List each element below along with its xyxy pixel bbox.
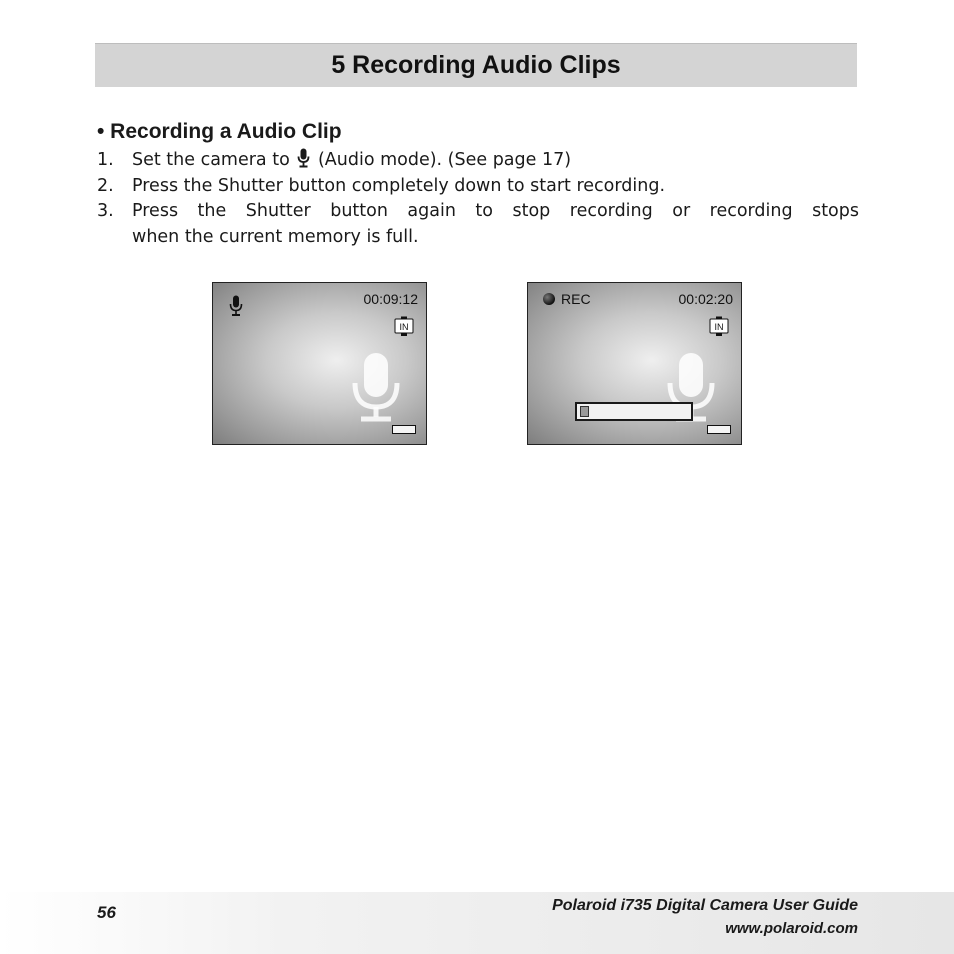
guide-title: Polaroid i735 Digital Camera User Guide xyxy=(552,897,858,914)
memory-label: IN xyxy=(714,322,724,332)
rec-indicator xyxy=(543,291,591,307)
battery-icon xyxy=(392,425,416,434)
step-text: Set the camera to xyxy=(132,150,290,170)
step-number: 1. xyxy=(97,150,114,170)
battery-icon xyxy=(707,425,731,434)
memory-label: IN xyxy=(399,322,409,332)
progress-fill xyxy=(580,406,589,417)
steps-list xyxy=(97,148,859,250)
rec-label: REC xyxy=(561,291,591,307)
internal-memory-icon xyxy=(709,316,729,338)
website-url: www.polaroid.com xyxy=(725,920,858,937)
step-text: Press the Shutter button completely down to start recording. xyxy=(132,175,666,196)
chapter-header-bar xyxy=(95,43,857,87)
step-3-continuation: when the current memory is full. xyxy=(132,226,419,247)
microphone-icon xyxy=(229,295,243,317)
recording-timer: 00:02:20 xyxy=(678,291,733,307)
step-1 xyxy=(97,148,859,174)
lcd-screen-recording xyxy=(527,282,742,445)
recording-timer: 00:09:12 xyxy=(363,291,418,307)
chapter-title: 5 Recording Audio Clips xyxy=(331,51,621,79)
step-text-cont: (Audio mode). (See page 17) xyxy=(317,150,572,170)
internal-memory-icon xyxy=(394,316,414,338)
step-2 xyxy=(97,174,859,200)
step-3 xyxy=(97,199,859,225)
large-microphone-graphic xyxy=(351,351,401,426)
recording-progress-bar xyxy=(575,402,693,421)
record-dot-icon xyxy=(543,293,555,305)
step-number: 3. xyxy=(97,201,114,221)
microphone-icon xyxy=(297,148,310,168)
section-heading: • Recording a Audio Clip xyxy=(97,120,342,143)
step-number: 2. xyxy=(97,175,114,196)
step-text: Press the Shutter button again to stop recording or recording stops xyxy=(132,201,859,221)
page-footer xyxy=(0,892,954,954)
lcd-screen-standby xyxy=(212,282,427,445)
page-number: 56 xyxy=(97,903,116,922)
